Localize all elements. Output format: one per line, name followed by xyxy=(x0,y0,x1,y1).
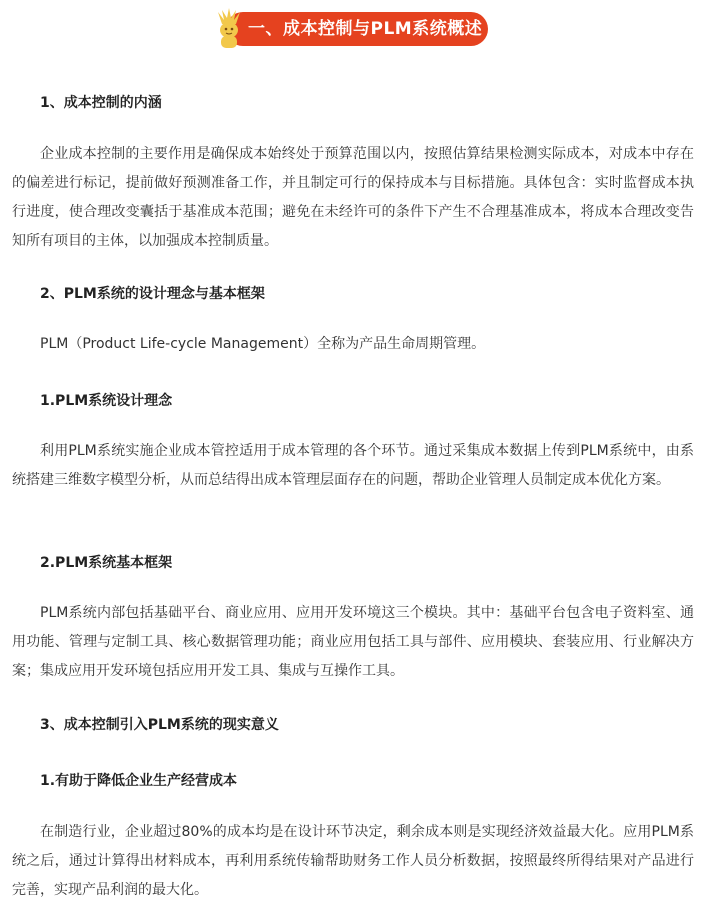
heading-reduce-cost: 1.有助于降低企业生产经营成本 xyxy=(40,773,238,789)
title-banner xyxy=(212,6,488,48)
paragraph-plm-framework: PLM系统内部包括基础平台、商业应用、应用开发环境这三个模块。其中：基础平台包含电子资料室、通用功能、管理与定制工具、核心数据管理功能；商业应用包括工具与部件、应用模块、套装应用、行业解决方案；集成应用开发环境包括应用开发工具、集成与互操作工具。 xyxy=(12,605,694,679)
paragraph-cost-control: 企业成本控制的主要作用是确保成本始终处于预算范围以内，按照估算结果检测实际成本，对成本中存在的偏差进行标记，提前做好预测准备工作，并且制定可行的保持成本与目标措施。具体包含：实时监督成本执行进度，使合理改变囊括于基准成本范围；避免在未经许可的条件下产生不合理基准成本，将成本合理改变告知所有项目的主体，以加强成本控制质量。 xyxy=(12,146,694,249)
heading-plm-concept: 1.PLM系统设计理念 xyxy=(40,393,173,409)
section-title: 一、成本控制与PLM系统概述 xyxy=(248,19,483,39)
paragraph-plm-concept: 利用PLM系统实施企业成本管控适用于成本管理的各个环节。通过采集成本数据上传到PLM系统中，由系统搭建三维数字模型分析，从而总结得出成本管理层面存在的问题，帮助企业管理人员制定成本优化方案。 xyxy=(12,443,694,488)
heading-plm-design: 2、PLM系统的设计理念与基本框架 xyxy=(40,286,265,302)
heading-cost-control: 1、成本控制的内涵 xyxy=(40,95,162,111)
paragraph-plm-definition: PLM（Product Life-cycle Management）全称为产品生命周期管理。 xyxy=(40,336,486,352)
paragraph-reduce-cost: 在制造行业，企业超过80%的成本均是在设计环节决定，剩余成本则是实现经济效益最大化。应用PLM系统之后，通过计算得出材料成本，再利用系统传输帮助财务工作人员分析数据，按照最终所得结果对产品进行完善，实现产品利润的最大化。 xyxy=(12,824,694,898)
heading-plm-significance: 3、成本控制引入PLM系统的现实意义 xyxy=(40,717,279,733)
heading-plm-framework: 2.PLM系统基本框架 xyxy=(40,555,173,571)
mascot-icon xyxy=(212,6,246,50)
